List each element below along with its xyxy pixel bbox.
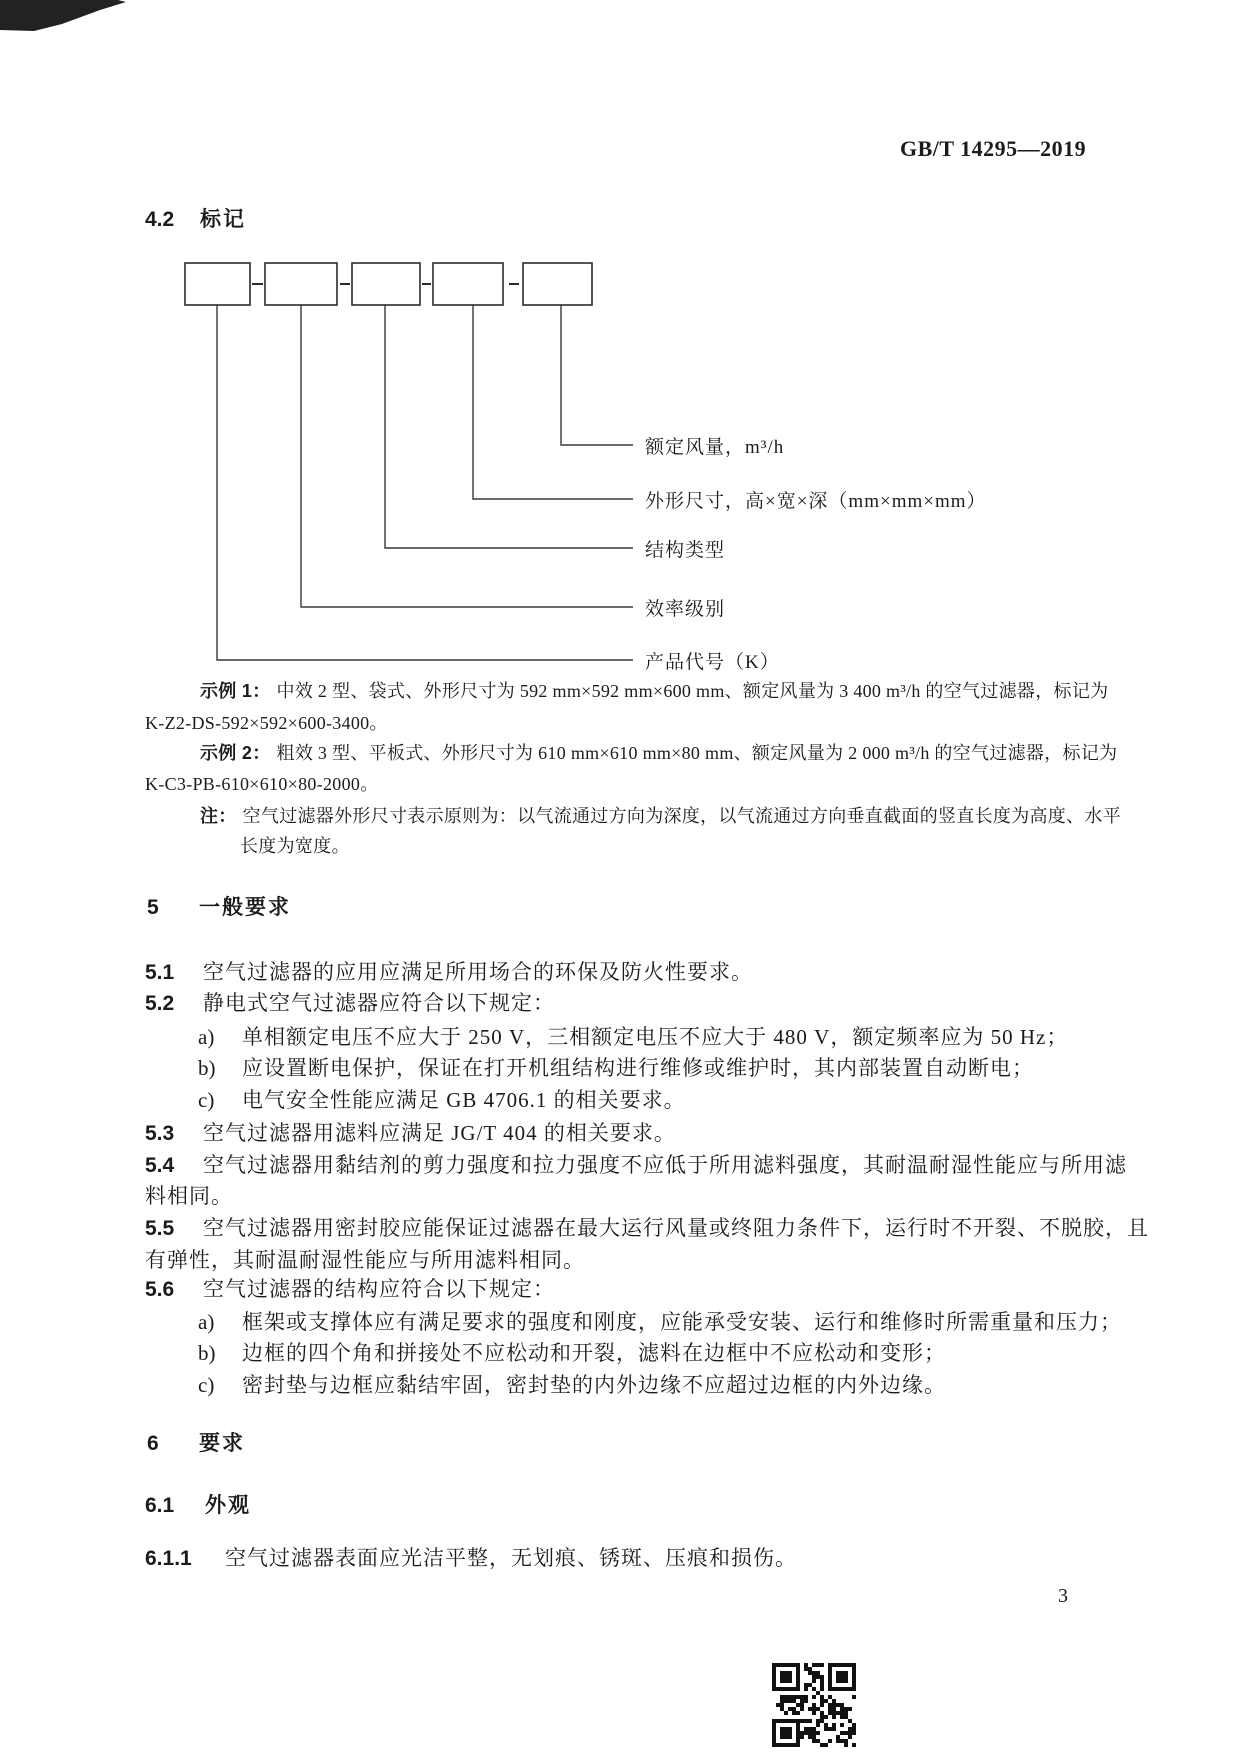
clause-title: 要求 [199, 1432, 245, 1455]
item-letter: c) [198, 1373, 215, 1397]
note-lead: 注： [200, 806, 237, 826]
qr-code [772, 1663, 856, 1747]
example-1-line-1 [200, 678, 1108, 704]
example-2-text: 粗效 3 型、平板式、外形尺寸为 610 mm×610 mm×80 mm、额定风量为 2 000 m³/h 的空气过滤器，标记为 [276, 743, 1118, 763]
clause-5-2 [145, 990, 555, 1017]
diagram-label-product-code: 产品代号（K） [645, 652, 780, 673]
page-number: 3 [1058, 1585, 1068, 1607]
clause-number: 5.5 [145, 1217, 175, 1240]
clause-text: 空气过滤器的应用应满足所用场合的环保及防火性要求。 [203, 960, 753, 984]
clause-5-heading [147, 895, 291, 921]
diagram-label-rated-airflow: 额定风量，m³/h [645, 437, 785, 458]
clause-5-6-item-c [198, 1372, 946, 1398]
diagram-label-structure-type: 结构类型 [645, 540, 726, 561]
item-letter: b) [198, 1341, 216, 1365]
item-text: 单相额定电压不应大于 250 V，三相额定电压不应大于 480 V，额定频率应为 50 Hz； [242, 1025, 1069, 1049]
item-text: 电气安全性能应满足 GB 4706.1 的相关要求。 [242, 1088, 686, 1112]
clause-5-1 [145, 959, 753, 986]
diagram-connector-efficiency-grade [301, 305, 633, 607]
clause-title: 一般要求 [199, 896, 291, 919]
clause-text: 空气过滤器的结构应符合以下规定： [203, 1277, 555, 1301]
clause-6-1-heading [145, 1493, 251, 1519]
example-1-text: 中效 2 型、袋式、外形尺寸为 592 mm×592 mm×600 mm、额定风量为 3 400 m³/h 的空气过滤器，标记为 [276, 681, 1109, 701]
clause-5-2-item-a [198, 1024, 1068, 1050]
diagram-box-4 [433, 263, 503, 305]
item-text: 边框的四个角和拼接处不应松动和开裂，滤料在边框中不应松动和变形； [242, 1341, 946, 1365]
item-letter: a) [198, 1025, 215, 1049]
clause-text: 空气过滤器用滤料应满足 JG/T 404 的相关要求。 [203, 1121, 676, 1145]
note-line-2: 长度为宽度。 [240, 836, 350, 856]
example-2-line-1 [200, 740, 1117, 766]
clause-5-4-line-2: 料相同。 [145, 1184, 233, 1208]
item-text: 框架或支撑体应有满足要求的强度和刚度，应能承受安装、运行和维修时所需重量和压力； [242, 1310, 1122, 1334]
clause-text: 空气过滤器用密封胶应能保证过滤器在最大运行风量或终阻力条件下，运行时不开裂、不脱胶，且 [203, 1216, 1149, 1240]
clause-number: 5 [147, 896, 159, 919]
clause-5-6-item-a [198, 1309, 1122, 1335]
clause-6-1-1 [145, 1545, 797, 1572]
clause-number: 5.2 [145, 992, 175, 1015]
clause-5-3 [145, 1120, 676, 1147]
diagram-box-2 [265, 263, 337, 305]
clause-title: 标记 [200, 208, 246, 231]
item-letter: a) [198, 1310, 215, 1334]
clause-6-heading [147, 1431, 245, 1457]
diagram-lines [140, 250, 1100, 680]
clause-5-5-line-1 [145, 1215, 1149, 1242]
designation-diagram [140, 250, 1100, 680]
clause-5-2-item-b [198, 1055, 1034, 1081]
diagram-box-5 [523, 263, 592, 305]
clause-number: 5.4 [145, 1154, 175, 1177]
item-text: 密封垫与边框应黏结牢固，密封垫的内外边缘不应超过边框的内外边缘。 [242, 1373, 946, 1397]
item-letter: c) [198, 1088, 215, 1112]
clause-number: 5.6 [145, 1278, 175, 1301]
diagram-label-dimensions: 外形尺寸，高×宽×深（mm×mm×mm） [645, 491, 987, 512]
example-2-line-2: K-C3-PB-610×610×80-2000。 [145, 774, 379, 794]
clause-text: 静电式空气过滤器应符合以下规定： [203, 991, 555, 1015]
clause-number: 6.1.1 [145, 1547, 192, 1570]
clause-5-5-line-2: 有弹性，其耐温耐湿性能应与所用滤料相同。 [145, 1248, 585, 1272]
clause-5-2-item-c [198, 1087, 686, 1113]
clause-text: 空气过滤器用黏结剂的剪力强度和拉力强度不应低于所用滤料强度，其耐温耐湿性能应与所用滤 [203, 1153, 1127, 1177]
clause-5-6-item-b [198, 1340, 946, 1366]
clause-number: 6 [147, 1432, 159, 1455]
scan-artifact [0, 0, 126, 40]
clause-5-4-line-1 [145, 1152, 1127, 1179]
clause-number: 4.2 [145, 208, 175, 231]
clause-title: 外观 [205, 1494, 251, 1517]
example-1-lead: 示例 1： [200, 681, 271, 701]
diagram-box-1 [185, 263, 250, 305]
clause-number: 6.1 [145, 1494, 175, 1517]
clause-4-2-heading [145, 207, 246, 233]
clause-number: 5.1 [145, 961, 175, 984]
item-text: 应设置断电保护，保证在打开机组结构进行维修或维护时，其内部装置自动断电； [242, 1056, 1034, 1080]
example-2-lead: 示例 2： [200, 743, 271, 763]
note-line-1 [200, 803, 1121, 829]
clause-number: 5.3 [145, 1122, 175, 1145]
diagram-connector-structure-type [385, 305, 633, 548]
note-text: 空气过滤器外形尺寸表示原则为：以气流通过方向为深度，以气流通过方向垂直截面的竖直长度为高度、水平 [242, 806, 1122, 826]
diagram-connector-dimensions [473, 305, 633, 499]
diagram-label-efficiency-grade: 效率级别 [645, 599, 726, 620]
clause-5-6 [145, 1276, 555, 1303]
doc-number: GB/T 14295—2019 [900, 136, 1087, 161]
item-letter: b) [198, 1056, 216, 1080]
example-1-line-2: K-Z2-DS-592×592×600-3400。 [145, 713, 388, 733]
clause-text: 空气过滤器表面应光洁平整，无划痕、锈斑、压痕和损伤。 [225, 1546, 797, 1570]
diagram-box-3 [352, 263, 420, 305]
diagram-connector-rated-airflow [561, 305, 633, 445]
